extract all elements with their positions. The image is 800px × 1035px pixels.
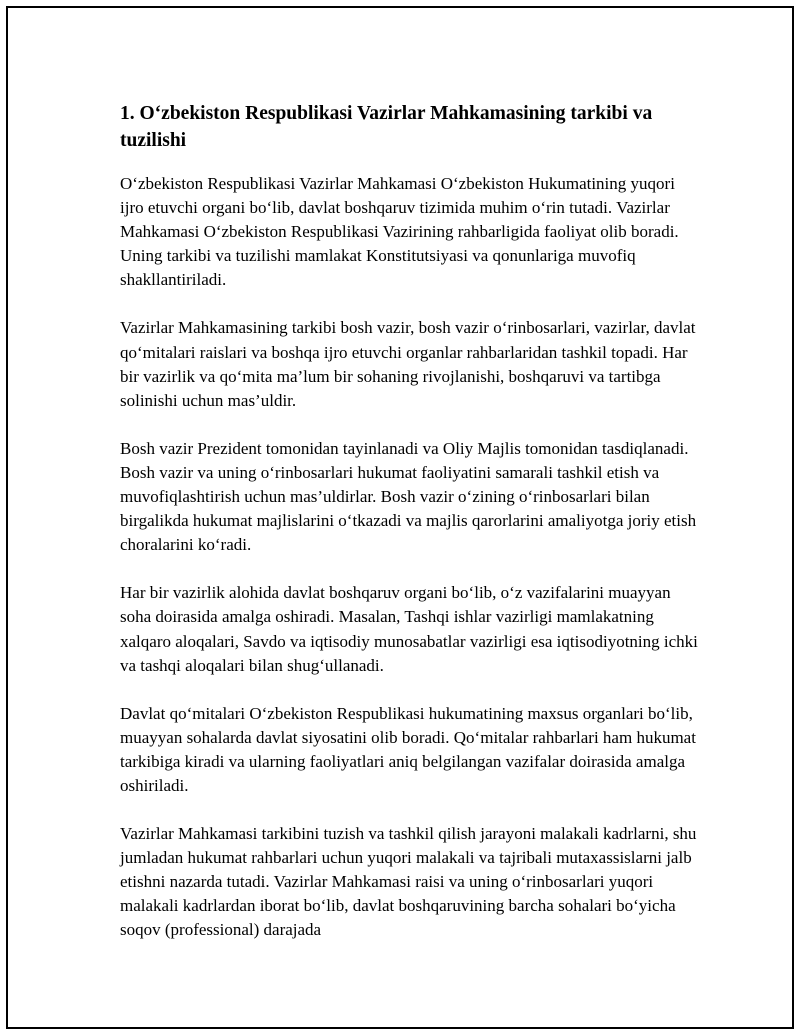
page-frame [6, 6, 794, 1029]
paragraph-3: Bosh vazir Prezident tomonidan tayinlanadi va Oliy Majlis tomonidan tasdiqlanadi. Bosh vazir va uning o‘rinbosarlari hukumat faoliyatini samarali tashkil etish va muvofiqlashtirish uchun mas’uldirlar. Bosh vazir o‘zining o‘rinbosarlari bilan birgalikda hukumat majlislarini o‘tkazadi va majlis qarorlarini amaliyotga joriy etish choralarini ko‘radi. [120, 438, 697, 555]
paragraph-5: Davlat qo‘mitalari O‘zbekiston Respublikasi hukumatining maxsus organlari bo‘lib, muayyan sohalarda davlat siyosatini olib boradi. Qo‘mitalar rahbarlari ham hukumat tarkibiga kiradi va ularning faoliyatlari aniq belgilangan vazifalar doirasida amalga oshiriladi. [120, 703, 696, 795]
paragraph-2: Vazirlar Mahkamasining tarkibi bosh vazir, bosh vazir o‘rinbosarlari, vazirlar, davlat qo‘mitalari raislari va boshqa ijro etuvchi organlar rahbarlaridan tashkil topadi. Har bir vazirlik va qo‘mita ma’lum bir sohaning rivojlanishi, boshqaruvi va tartibga solinishi uchun mas’uldir. [120, 318, 696, 410]
paragraph-6: Vazirlar Mahkamasi tarkibini tuzish va tashkil qilish jarayoni malakali kadrlarni, shu jumladan hukumat rahbarlari uchun yuqori malakali va tajribali mutaxassislarni jalb etishni nazarda tutadi. Vazirlar Mahkamasi raisi va uning o‘rinbosarlari yuqori malakali kadrlardan iborat bo‘lib, davlat boshqaruvining barcha sohalari bo‘yicha soqov (professional) darajada [120, 824, 697, 940]
paragraph-4: Har bir vazirlik alohida davlat boshqaruv organi bo‘lib, o‘z vazifalarini muayyan soha doirasida amalga oshiradi. Masalan, Tashqi ishlar vazirligi mamlakatning xalqaro aloqalari, Savdo va iqtisodiy munosabatlar vazirligi esa iqtisodiyotning ichki va tashqi aloqalari bilan shug‘ullanadi. [120, 583, 698, 675]
paragraph-1: O‘zbekiston Respublikasi Vazirlar Mahkamasi O‘zbekiston Hukumatining yuqori ijro etuvchi organi bo‘lib, davlat boshqaruv tizimida muhim o‘rin tutadi. Vazirlar Mahkamasi O‘zbekiston Respublikasi Vazirining rahbarligida faoliyat olib boradi. Uning tarkibi va tuzilishi mamlakat Konstitutsiyasi va qonunlariga muvofiq shakllantiriladi. [120, 174, 679, 290]
section-title: 1. O‘zbekiston Respublikasi Vazirlar Mahkamasining tarkibi va tuzilishi [120, 103, 653, 151]
document-body [120, 100, 700, 967]
